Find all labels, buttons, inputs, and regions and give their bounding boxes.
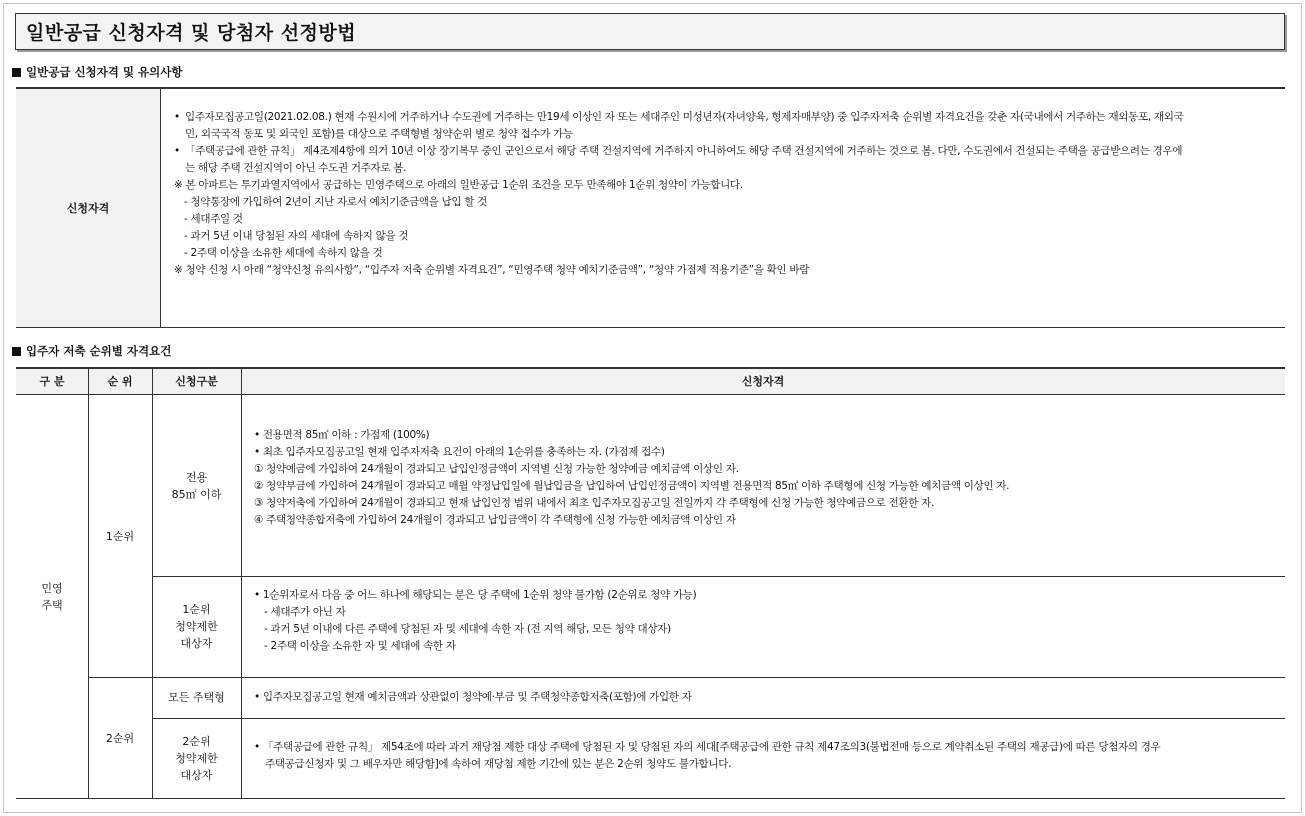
content-line: ④ 주택청약종합저축에 가입하여 24개월이 경과되고 납입금액이 각 주택형에 신청 가능한 예치금액 이상인 자 <box>254 514 736 526</box>
rank-requirements-table <box>16 367 1285 799</box>
dash-item: - 과거 5년 이내 당첨된 자의 세대에 속하지 않을 것 <box>184 230 409 242</box>
dash-item: - 청약통장에 가입하여 2년이 지난 자로서 예치기준금액을 납입 할 것 <box>184 196 487 208</box>
content-line: • 「주택공급에 관한 규칙」 제54조에 따라 과거 재당첨 제한 대상 주택에 당첨된 자 및 당첨된 자의 세대[주택공급에 관한 규칙 제47조의3(불법전매 등으로 계약취소된 주택의 재공급)에 따른 당첨자의 경우 <box>254 741 1161 753</box>
content-line: ② 청약부금에 가입하여 24개월이 경과되고 매월 약정납입일에 월납입금을 납입하여 납입인정금액이 지역별 전용면적 85㎡ 이하 주택형에 신청 가능한 예치금액 이상인 자. <box>254 480 1010 492</box>
content-line: - 세대주가 아닌 자 <box>264 606 346 618</box>
bullet-text: 는 해당 주택 건설지역이 아닌 수도권 거주자로 봄. <box>185 162 407 174</box>
eligibility-table <box>16 87 1285 328</box>
header-category: 구 분 <box>16 369 88 394</box>
eligibility-label-cell <box>16 89 161 327</box>
rank2-cell: 2순위 <box>105 731 135 745</box>
grid-line <box>152 369 153 799</box>
qualification-rank2-restrict <box>254 739 1160 773</box>
content-line: • 입주자모집공고일 현재 예치금액과 상관없이 청약예·부금 및 주택청약종합저축(포함)에 가입한 자 <box>254 691 692 703</box>
square-bullet-icon <box>12 347 21 356</box>
type-text: 2순위 <box>182 735 211 748</box>
category-text: 민영 <box>41 582 63 595</box>
grid-line <box>241 369 242 799</box>
bullet-text: 「주택공급에 관한 규칙」 제4조제4항에 의거 10년 이상 장기복무 중인 군인으로서 해당 주택 건설지역에 거주하지 아니하여도 해당 주택 건설지역에 거주하는 것으로 봄. 다만, 수도권에서 건설되는 주택을 공급받으려는 경우에 <box>185 145 1183 157</box>
grid-line <box>152 718 1285 719</box>
qualification-rank2-all <box>254 689 692 706</box>
bullet-text: 입주자모집공고일(2021.02.08.) 현재 수원시에 거주하거나 수도권에 거주하는 만19세 이상인 자 또는 세대주인 미성년자(자녀양육, 형제자매부양) 중 입주자저축 순위별 자격요건을 갖춘 자(국내에서 거주하는 재외동포, 재외국 <box>185 111 1184 123</box>
note-line: ※ 본 아파트는 투기과열지역에서 공급하는 민영주택으로 아래의 일반공급 1순위 조건을 모두 만족해야 1순위 청약이 가능합니다. <box>174 179 743 191</box>
type-text: 1순위 <box>182 603 211 616</box>
eligibility-label: 신청자격 <box>66 202 110 215</box>
category-text: 주택 <box>41 599 63 612</box>
eligibility-content-cell <box>161 89 1285 327</box>
type-all-cell: 모든 주택형 <box>168 691 225 704</box>
type-restrict2-cell <box>152 718 241 799</box>
content-line: 주택공급신청자 및 그 배우자만 해당함]에 속하여 재당첨 제한 기간에 있는 분은 2순위 청약도 불가합니다. <box>265 758 732 770</box>
section-heading-text: 일반공급 신청자격 및 유의사항 <box>26 65 183 79</box>
content-line: - 과거 5년 이내에 다른 주택에 당첨된 자 및 세대에 속한 자 (전 지역 해당, 모든 청약 대상자) <box>264 623 671 635</box>
qualification-rank1-restrict <box>254 587 696 655</box>
content-line: • 전용면적 85㎡ 이하 : 가점제 (100%) <box>254 429 430 441</box>
section-heading-eligibility <box>12 64 182 80</box>
bullet-line-cont <box>174 160 1285 177</box>
bullet-line: • 「주택공급에 관한 규칙」 제4조제4항에 의거 10년 이상 장기복무 중인 군인으로서 해당 주택 건설지역에 거주하지 아니하여도 해당 주택 건설지역에 거주하는 것으로 봄. 다만, 수도권에서 건설되는 주택을 공급받으려는 경우에 <box>174 145 1183 157</box>
bullet-line: • 입주자모집공고일(2021.02.08.) 현재 수원시에 거주하거나 수도권에 거주하는 만19세 이상인 자 또는 세대주인 미성년자(자녀양육, 형제자매부양) 중 입주자저축 순위별 자격요건을 갖춘 자(국내에서 거주하는 재외동포, 재외국 <box>174 111 1184 123</box>
header-qualification: 신청자격 <box>241 369 1285 394</box>
type-text: 대상자 <box>180 769 213 782</box>
dash-item: - 2주택 이상을 소유한 세대에 속하지 않을 것 <box>184 247 383 259</box>
content-line: - 2주택 이상을 소유한 자 및 세대에 속한 자 <box>264 640 456 652</box>
type-text: 청약제한 <box>175 620 218 633</box>
dash-item: - 세대주일 것 <box>184 213 243 225</box>
bullet-text: 민, 외국국적 동포 및 외국인 포함)를 대상으로 주택형별 청약순위 별로 청약 접수가 가능 <box>185 128 573 140</box>
page-title-box <box>15 13 1285 50</box>
type-restrict1-cell <box>152 576 241 677</box>
grid-line <box>152 576 1285 577</box>
content-line: ③ 청약저축에 가입하여 24개월이 경과되고 현재 납입인정 범위 내에서 최초 입주자모집공고일 전일까지 각 주택형에 신청 가능한 청약예금으로 전환한 자. <box>254 497 935 509</box>
grid-line <box>16 394 1285 395</box>
grid-line <box>88 369 89 799</box>
grid-line <box>88 677 1285 678</box>
type-text: 전용 <box>185 470 208 484</box>
content-line: ① 청약예금에 가입하여 24개월이 경과되고 납입인정금액이 지역별 신청 가능한 청약예금 예치금액 이상인 자. <box>254 463 739 475</box>
header-type: 신청구분 <box>152 369 241 394</box>
qualification-rank1-85 <box>254 427 1009 529</box>
header-rank: 순 위 <box>88 369 152 394</box>
page-title: 일반공급 신청자격 및 당첨자 선정방법 <box>26 22 357 44</box>
category-cell <box>16 395 88 799</box>
type-text: 85㎡ 이하 <box>171 487 222 501</box>
section-heading-text: 입주자 저축 순위별 자격요건 <box>26 344 172 358</box>
section-heading-ranks <box>12 343 171 359</box>
type-text: 청약제한 <box>175 752 218 765</box>
bullet-line-cont <box>174 126 1285 143</box>
square-bullet-icon <box>12 68 21 77</box>
type-85-cell <box>152 395 241 576</box>
rank1-cell: 1순위 <box>105 529 135 543</box>
type-text: 대상자 <box>180 637 213 650</box>
content-line: • 1순위자로서 다음 중 어느 하나에 해당되는 분은 당 주택에 1순위 청약 불가함 (2순위로 청약 가능) <box>254 589 697 601</box>
content-line: • 최초 입주자모집공고일 현재 입주자저축 요건이 아래의 1순위를 충족하는 자. (가점제 접수) <box>254 446 665 458</box>
note-line: ※ 청약 신청 시 아래 “청약신청 유의사항”, “입주자 저축 순위별 자격요건”, “민영주택 청약 예치기준금액”, “청약 가점제 적용기준”을 확인 바람 <box>174 264 810 276</box>
